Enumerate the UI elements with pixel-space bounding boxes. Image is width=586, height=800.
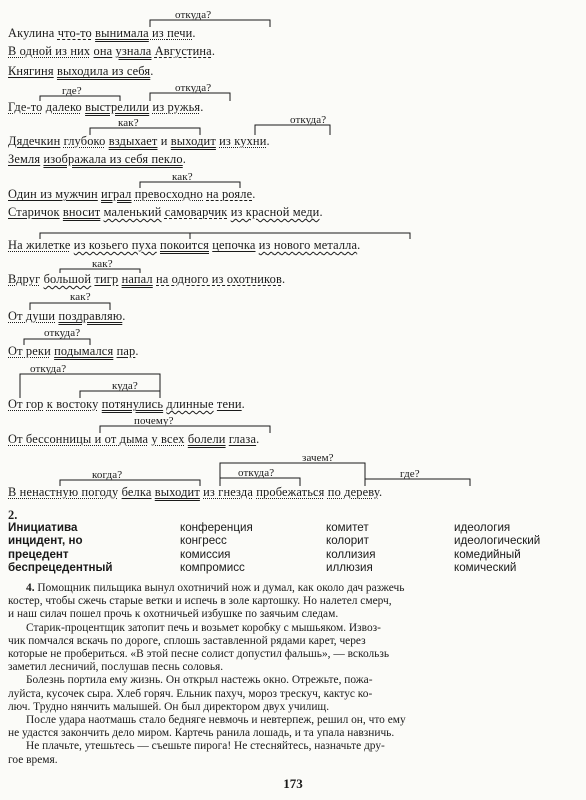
sentence-word: из гнезда: [203, 485, 253, 499]
word-item: конференция: [180, 521, 253, 534]
arrow-bracket: [20, 374, 160, 398]
sentence-word: выходит: [154, 485, 200, 499]
word-item: комедийный: [454, 547, 521, 561]
question-label: почему?: [134, 415, 174, 427]
sentence-word: тени: [216, 397, 242, 411]
question-label: как?: [92, 258, 113, 270]
sentence: [8, 485, 382, 499]
sentence-word: что-то: [57, 26, 92, 40]
text-line: [8, 582, 564, 595]
sentence-word: От души: [8, 309, 56, 323]
question-label: когда?: [92, 469, 123, 481]
text-line: Не плачьте, утешьтесь — съешьте пирога! Не стесняйтесь, назначьте дру-: [26, 740, 385, 753]
sentence-word: пробежаться: [256, 485, 325, 499]
sentence-word: От гор: [8, 397, 44, 411]
text-line-content: Помощник пильщика вынул охотничий нож и думал, как около дач разжечь: [37, 582, 405, 594]
sentence-word: Княгиня: [8, 64, 54, 78]
sentence-word: болели: [187, 432, 226, 446]
sentence-word: .: [256, 432, 260, 446]
text-line: Болезнь портила ему жизнь. Он открыл настежь окно. Отрежьте, пожа-: [26, 674, 373, 687]
sentence-word: из: [148, 26, 168, 40]
sentence-word: выходила из себя: [56, 64, 151, 78]
sentence: [8, 100, 204, 114]
sentence-word: белка: [121, 485, 152, 499]
word-column: [454, 521, 540, 574]
sentence-word: На жилетке: [8, 238, 71, 252]
sentence-word: .: [182, 152, 186, 166]
sentence-word: из нового металла: [258, 238, 358, 252]
sentence-word: на одного из охотников: [156, 272, 282, 286]
text-line: которые не пробериться. «В этой песне солист допустил фальшь», — вскользь: [8, 648, 390, 661]
sentence-word: выходит: [170, 134, 216, 148]
sentence: [8, 238, 360, 252]
question-label: куда?: [112, 380, 138, 392]
sentence-word: .: [192, 26, 196, 40]
sentence-word: .: [357, 238, 361, 252]
word-column: [8, 521, 113, 574]
sentence-word: В одной из них: [8, 44, 91, 58]
sentence-word: из козьего пуха: [73, 238, 157, 252]
sentence-word: Земля: [8, 152, 41, 166]
sentence-word: Где-то: [8, 100, 43, 114]
word-item: комический: [454, 560, 517, 574]
sentence-word: выстрелили: [85, 100, 150, 114]
question-label: откуда?: [30, 363, 67, 375]
question-label: откуда?: [175, 82, 212, 94]
question-label: как?: [172, 171, 193, 183]
sentence-word: .: [252, 187, 256, 201]
sentence: [8, 344, 139, 358]
word-column: [180, 521, 253, 574]
section-number: 4.: [26, 582, 35, 594]
sentence-word: Вдруг: [8, 272, 41, 286]
text-line: не удастся закончить дело миром. Картечь ранила лошадь, и та упала навзничь.: [8, 727, 395, 740]
sentence-word: .: [266, 134, 270, 148]
word-column: [326, 521, 375, 574]
sentence-word: по дереву: [327, 485, 379, 499]
word-item: комитет: [326, 521, 369, 534]
word-item: конгресс: [180, 534, 227, 548]
question-label: зачем?: [302, 452, 334, 464]
sentence-word: пар: [116, 344, 136, 358]
sentence: [8, 309, 126, 323]
sentence-word: потянулись: [101, 397, 164, 411]
sentence-word: тигр: [94, 272, 119, 286]
question-label: откуда?: [44, 327, 81, 339]
word-item: беспрецедентный: [8, 560, 113, 574]
sentence: [8, 432, 259, 446]
sentence-word: .: [378, 485, 383, 499]
sentence-word: к востоку: [46, 397, 99, 411]
word-item: колорит: [326, 534, 369, 548]
sentence-word: .: [122, 309, 126, 323]
sentence-word: большой: [43, 272, 92, 286]
sentence-word: далеко: [45, 100, 82, 114]
sentence-word: Дядечкин: [8, 134, 61, 148]
sentence-word: поздравляю: [58, 309, 123, 323]
text-line: После удара наотмашь стало бедняге невмочь и невтерпеж, решил он, что ему: [26, 714, 406, 727]
page-number: 173: [283, 776, 303, 791]
text-line: луйста, кусочек сыра. Хлеб горяч. Ельник пахуч, мороз трескуч, кактус ко-: [8, 687, 373, 700]
sentence-word: изображала из себя пекло: [43, 152, 183, 166]
word-item: иллюзия: [326, 560, 373, 574]
word-item: комиссия: [180, 547, 231, 561]
sentence-word: Августина: [154, 44, 212, 58]
sentence: [8, 152, 186, 166]
sentence: [8, 134, 270, 148]
sentence-word: печи: [167, 26, 193, 40]
sentence-word: Старичок: [8, 205, 60, 219]
text-line: люч. Трудно нянчить малышей. Он был директором двух училищ.: [8, 700, 330, 713]
sentence: [8, 26, 196, 40]
question-label: откуда?: [238, 467, 275, 479]
sentence-word: и: [157, 134, 171, 148]
sentence: [8, 397, 245, 411]
sentence-word: превосходно: [134, 187, 204, 201]
question-label: откуда?: [175, 9, 212, 21]
sentence-word: .: [150, 64, 154, 78]
sentence-word: Один из мужчин: [8, 187, 98, 201]
sentence-word: .: [281, 272, 286, 286]
sentence-word: глаза: [228, 432, 257, 446]
sentence-word: напал: [121, 272, 153, 286]
sentence: [8, 205, 323, 219]
word-item: инцидент, но: [8, 534, 83, 548]
sentence-word: От реки: [8, 344, 51, 358]
sentence: [8, 64, 154, 78]
question-label: как?: [118, 117, 139, 129]
sentence-word: на рояле: [206, 187, 253, 201]
question-label: откуда?: [290, 114, 327, 126]
sentence-word: узнала: [115, 44, 152, 58]
text-line: заметил лесничий, послушав песнь соловья.: [8, 661, 224, 674]
sentence-word: из красной меди: [230, 205, 320, 219]
sentence-word: маленький: [103, 205, 162, 219]
section-number: 2.: [8, 508, 18, 522]
sentence-word: подымался: [54, 344, 114, 358]
sentence-word: вздыхает: [108, 134, 158, 148]
sentence-word: В ненастную погоду: [8, 485, 119, 499]
sentence-word: .: [135, 344, 139, 358]
question-label: где?: [400, 468, 420, 480]
sentence-word: из ружья: [152, 100, 201, 114]
text-line: гое время.: [8, 753, 58, 766]
sentence: [8, 187, 256, 201]
text-line: костер, чтобы сжечь старые ветки и испечь в золе картошку. Но налетел смерч,: [8, 595, 392, 608]
sentence-word: .: [200, 100, 204, 114]
text-line: и наш силач пошел прочь к охотничьей избушке по заячьим следам.: [8, 608, 339, 621]
word-item: идеологический: [454, 534, 541, 548]
sentence-word: вносит: [62, 205, 101, 219]
sentence-word: самоварчик: [164, 205, 228, 219]
question-label: как?: [70, 291, 91, 303]
sentence-word: Акулина: [8, 26, 58, 40]
sentence: [8, 44, 215, 58]
sentence-word: вынимала: [95, 26, 149, 40]
word-item: Инициатива: [8, 521, 78, 534]
word-item: идеология: [454, 521, 511, 534]
sentence-word: глубоко: [63, 134, 106, 148]
question-label: где?: [62, 85, 82, 97]
sentence: [8, 272, 285, 286]
text-line: чик помчался вскачь по дороге, сплошь заставленной рядами карет, через: [8, 634, 366, 647]
sentence-word: играл: [101, 187, 132, 201]
sentence-word: покоится: [159, 238, 209, 252]
sentence-word: .: [211, 44, 216, 58]
text-line: Старик-процентщик затопит печь и возьмет коробку с мышьяком. Извоз-: [26, 621, 381, 634]
word-item: компромисс: [180, 560, 245, 574]
word-item: прецедент: [8, 547, 69, 561]
sentence-word: цепочка: [212, 238, 256, 252]
word-item: коллизия: [326, 547, 376, 561]
sentence-word: .: [241, 397, 245, 411]
sentence-word: длинные: [166, 397, 214, 411]
sentence-word: у всех: [151, 432, 185, 446]
sentence-word: из кухни: [219, 134, 267, 148]
exercise-text: [8, 582, 564, 767]
sentence-word: От бессонницы и от дыма: [8, 432, 149, 446]
sentence-word: она: [93, 44, 113, 58]
sentence-word: .: [319, 205, 323, 219]
